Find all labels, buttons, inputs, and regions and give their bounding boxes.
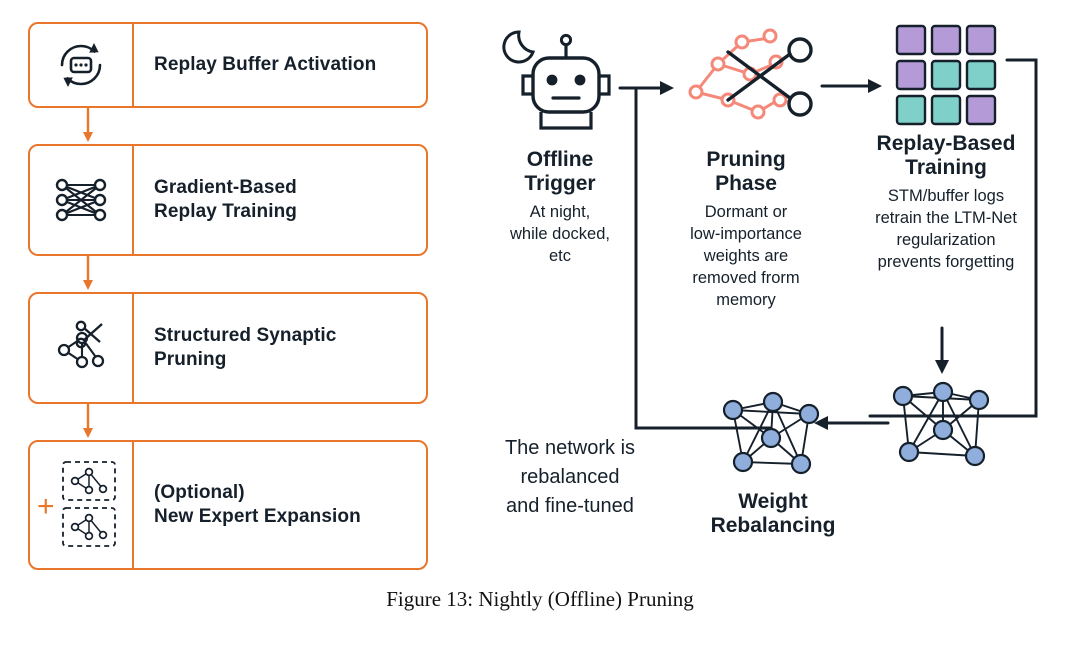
flow-step-structured-synaptic-pruning[interactable] (28, 292, 428, 404)
connector-arrow-2 (28, 256, 428, 292)
network-nodes-icon (883, 378, 1003, 474)
svg-text:+: + (37, 490, 55, 523)
cycle-node-title (656, 148, 836, 196)
cycle-node-desc (848, 186, 1044, 274)
right-cycle-diagram (470, 8, 1070, 578)
expert-expansion-icon (30, 442, 134, 568)
note-line: and fine-tuned (506, 495, 634, 517)
flow-step-label-line2: New Expert Expansion (154, 506, 361, 527)
flow-step-label-line1: Gradient-Based (154, 176, 297, 198)
cycle-node-title (678, 490, 868, 538)
desc-line: At night, (529, 203, 591, 222)
cycle-node-title (848, 132, 1044, 180)
cycle-node-title-line2: Phase (715, 172, 777, 196)
cycle-node-weight-rebalancing[interactable] (678, 388, 868, 538)
connector-arrow-1 (28, 108, 428, 144)
cycle-side-note (470, 428, 670, 521)
desc-line: while docked, (510, 225, 610, 244)
replay-buffer-icon (30, 24, 134, 106)
cycle-node-pruning-phase[interactable] (656, 16, 836, 312)
desc-line: low-importance (690, 225, 802, 244)
connector-arrow-3 (28, 404, 428, 440)
cycle-node-offline-trigger[interactable] (470, 16, 650, 268)
flow-step-new-expert-expansion[interactable] (28, 440, 428, 570)
flow-step-label-line2: Pruning (154, 349, 227, 370)
weight-rebalancing-network-icon (713, 388, 833, 484)
figure-caption: Figure 13: Nightly (Offline) Pruning (386, 587, 694, 611)
flow-step-label (134, 481, 371, 530)
desc-line: prevents forgetting (877, 253, 1015, 272)
neural-network-icon (30, 146, 134, 254)
cycle-node-desc (656, 202, 836, 312)
note-line: The network is (504, 437, 636, 459)
flow-step-label (134, 176, 307, 225)
cycle-node-title-line1: Pruning (706, 148, 786, 171)
desc-line: retrain the LTM-Net (875, 209, 1017, 228)
cycle-node-network-graph (878, 378, 1008, 474)
cycle-node-title-line2: Training (905, 156, 987, 180)
note-line: rebalanced (520, 466, 620, 488)
scissors-pruning-icon (666, 16, 826, 142)
cycle-node-title-line2: Trigger (524, 172, 596, 196)
cycle-node-replay-based-training[interactable] (848, 16, 1044, 274)
cycle-node-title-line1: Weight (738, 490, 808, 513)
flow-step-label-line2: Replay Training (154, 201, 297, 222)
flow-step-label: Replay Buffer Activation (154, 53, 377, 75)
scissors-network-icon (30, 294, 134, 402)
flow-step-gradient-based-replay-training[interactable] (28, 144, 428, 256)
cycle-side-note-text (470, 434, 670, 521)
cycle-node-title-line2: Rebalancing (710, 514, 836, 538)
flow-step-replay-buffer-activation[interactable] (28, 22, 428, 108)
desc-line: etc (548, 247, 571, 266)
desc-line: STM/buffer logs (887, 187, 1005, 206)
cycle-node-title-line1: Replay-Based (876, 132, 1016, 155)
robot-moon-icon (485, 16, 635, 142)
cycle-node-title-line1: Offline (526, 148, 594, 171)
desc-line: removed frorm (692, 269, 800, 288)
desc-line: regularization (896, 231, 996, 250)
cycle-node-title (470, 148, 650, 196)
flow-step-label-line1: Structured Synaptic (154, 324, 337, 346)
cycle-node-desc (470, 202, 650, 268)
desc-line: weights are (703, 247, 789, 266)
flow-step-label-line1: (Optional) (154, 481, 245, 503)
memory-grid-icon (883, 16, 1009, 126)
left-flow-column (28, 22, 428, 570)
desc-line: memory (716, 291, 776, 310)
desc-line: Dormant or (704, 203, 788, 222)
flow-step-label (134, 324, 346, 373)
